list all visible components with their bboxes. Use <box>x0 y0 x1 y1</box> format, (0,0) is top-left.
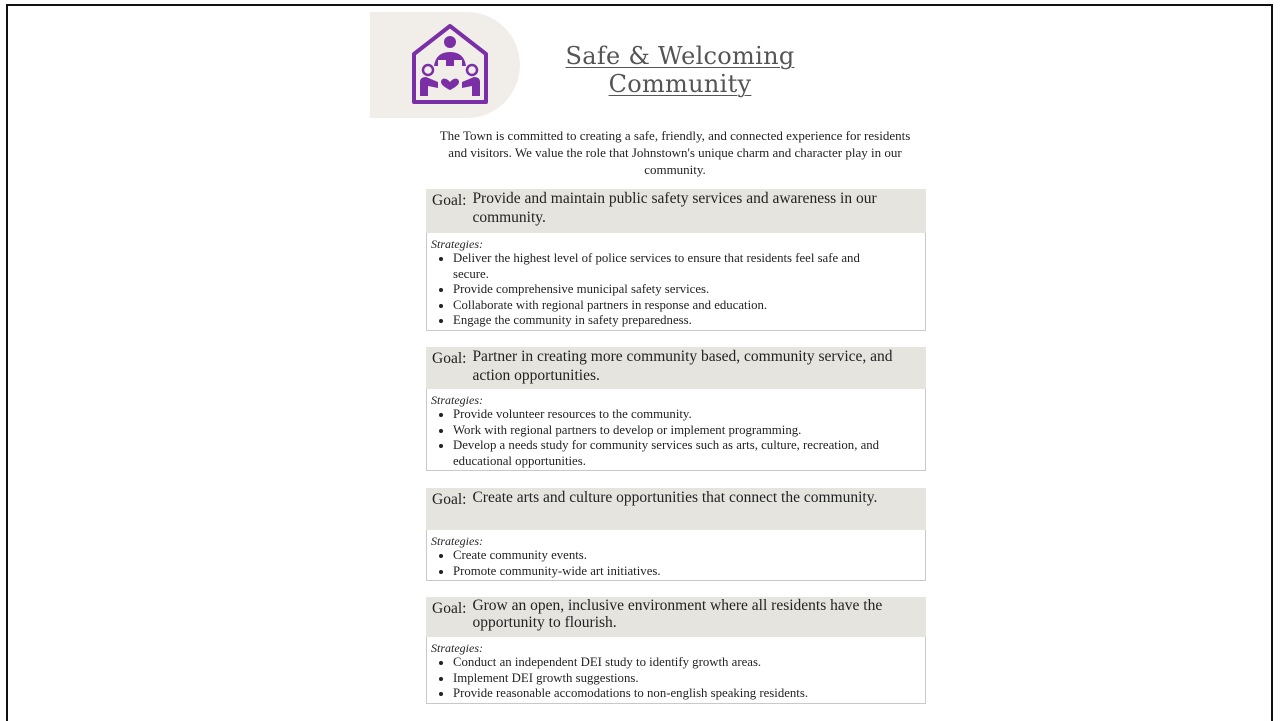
strategies-label: Strategies: <box>431 534 483 548</box>
goal-heading <box>426 488 926 530</box>
goal-heading <box>426 347 926 389</box>
goal-heading <box>426 189 926 233</box>
strategies-box <box>426 389 926 471</box>
page-title-line-1: Safe & Welcoming <box>565 42 795 70</box>
page-title-line-2: Community <box>608 70 752 98</box>
goal-text: Partner in creating more community based, community service, and action opportunities. <box>472 348 893 384</box>
strategy-item: • Develop a needs study for community services such as arts, culture, recreation, and educational opportunities. <box>453 438 917 469</box>
goal-block-4 <box>426 597 926 704</box>
strategies-label: Strategies: <box>431 237 483 251</box>
strategy-item: • Deliver the highest level of police services to ensure that residents feel safe and secure. <box>453 251 917 282</box>
strategies-label: Strategies: <box>431 641 483 655</box>
goal-block-1 <box>426 189 926 331</box>
goal-text: Grow an open, inclusive environment where all residents have the opportunity to flourish. <box>472 597 883 631</box>
strategy-item: • Provide comprehensive municipal safety services. <box>453 282 917 298</box>
strategy-item: • Promote community-wide art initiatives. <box>453 564 917 580</box>
goal-block-3 <box>426 488 926 581</box>
goal-block-2 <box>426 347 926 471</box>
strategies-list <box>431 655 917 702</box>
intro-paragraph: The Town is committed to creating a safe, friendly, and connected experience for residents and visitors. We value the role that Johnstown's unique charm and character play in our community. <box>439 128 911 177</box>
strategy-item: • Collaborate with regional partners in response and education. <box>453 298 917 314</box>
strategy-item: • Provide reasonable accomodations to non-english speaking residents. <box>453 686 917 702</box>
house-people-heart-icon <box>408 20 492 106</box>
goal-text: Provide and maintain public safety services and awareness in our community. <box>472 190 877 226</box>
goal-text: Create arts and culture opportunities that connect the community. <box>472 489 878 506</box>
strategies-label: Strategies: <box>431 393 483 407</box>
strategy-item: • Implement DEI growth suggestions. <box>453 671 917 687</box>
strategy-item: • Create community events. <box>453 548 917 564</box>
strategy-item: • Engage the community in safety preparedness. <box>453 313 917 329</box>
page-title <box>530 42 830 98</box>
goal-prefix: Goal: <box>432 350 467 367</box>
goal-prefix: Goal: <box>432 192 467 209</box>
strategies-box <box>426 637 926 704</box>
strategies-box <box>426 233 926 331</box>
strategies-list <box>431 548 917 579</box>
strategies-list <box>431 251 917 329</box>
goal-heading <box>426 597 926 637</box>
strategy-item: • Provide volunteer resources to the community. <box>453 407 917 423</box>
goal-prefix: Goal: <box>432 491 467 508</box>
strategies-box <box>426 530 926 581</box>
strategy-item: • Work with regional partners to develop or implement programming. <box>453 423 917 439</box>
strategies-list <box>431 407 917 469</box>
goal-prefix: Goal: <box>432 600 467 617</box>
strategy-item: • Conduct an independent DEI study to identify growth areas. <box>453 655 917 671</box>
